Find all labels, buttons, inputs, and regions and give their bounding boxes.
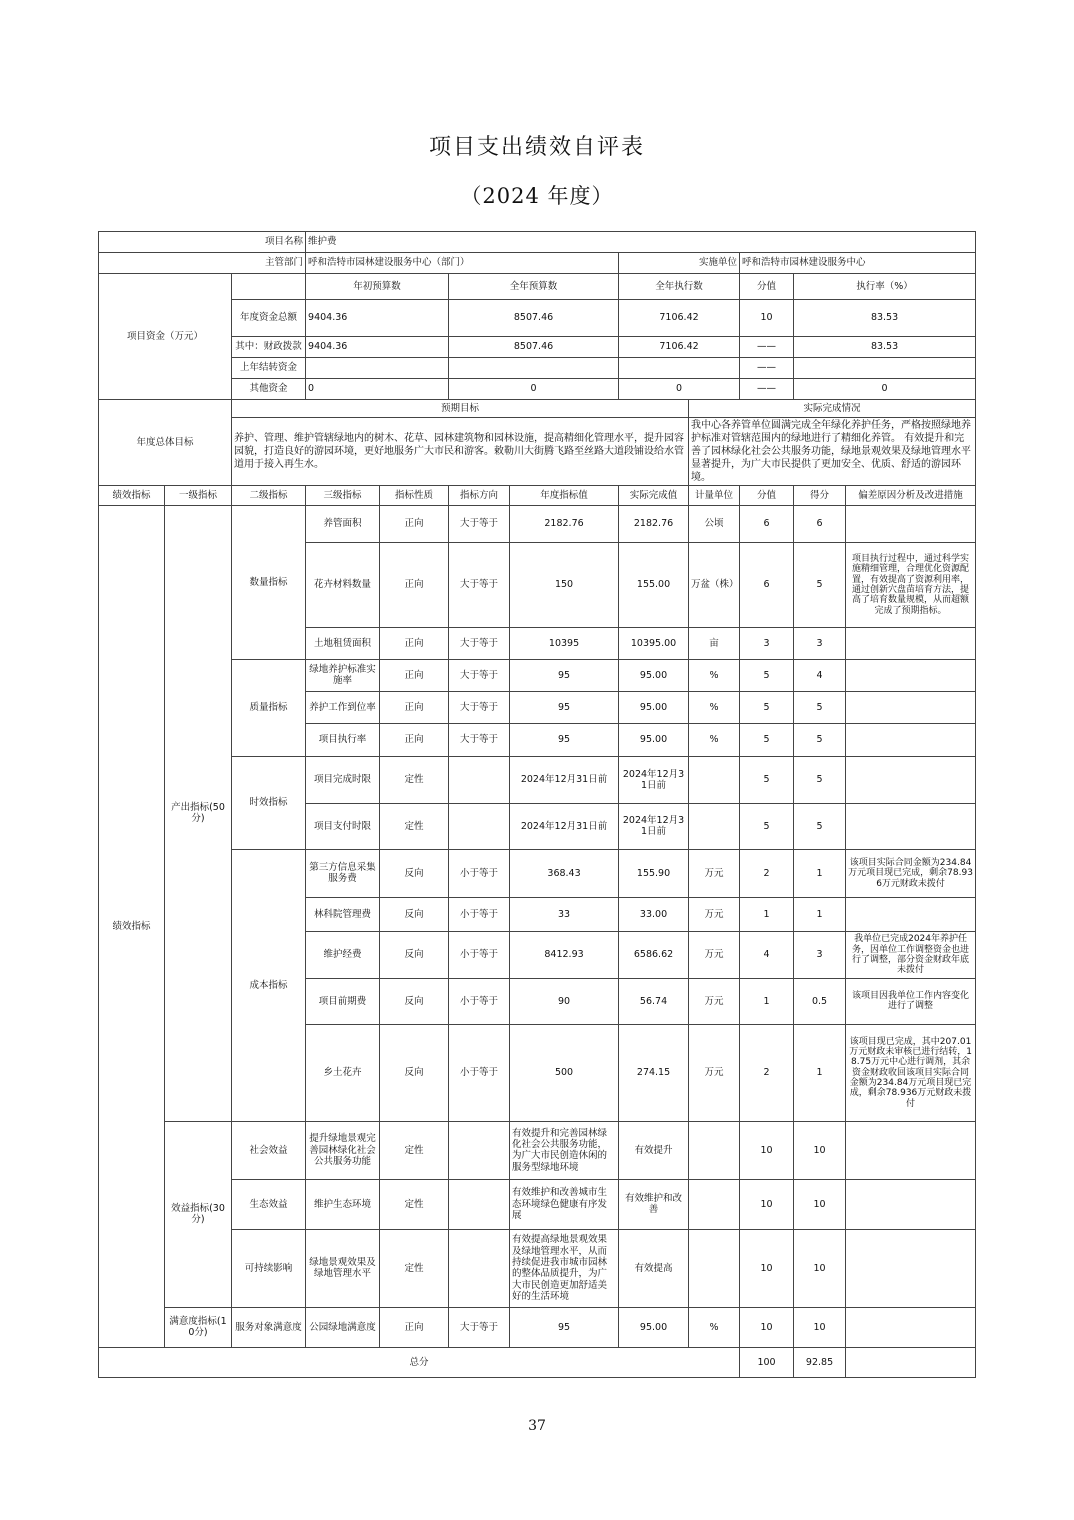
indicator-header-row xyxy=(99,485,976,505)
indicator-note: 项目执行过程中，通过科学实施精细管理，合理优化资源配置，有效提高了资源利用率，通过创新穴盘苗培育方法，提高了培育数量规模，从而超额完成了预期指标。 xyxy=(846,542,976,627)
indicator-name: 养护工作到位率 xyxy=(306,691,380,723)
indicator-target: 2182.76 xyxy=(510,505,619,542)
goals-label: 年度总体目标 xyxy=(99,399,232,485)
indicator-nature: 正向 xyxy=(380,505,449,542)
indicator-direction: 小于等于 xyxy=(449,978,510,1024)
indicator-col-header: 一级指标 xyxy=(165,485,232,505)
indicator-unit: % xyxy=(689,723,740,756)
total-label: 总分 xyxy=(99,1347,740,1377)
indicator-unit: % xyxy=(689,1307,740,1347)
expected-goal-text: 养护、管理、维护管辖绿地内的树木、花草、园林建筑物和园林设施，提高精细化管理水平，提升园容园貌，打造良好的游园环境，更好地服务广大市民和游客。敕勒川大街腾飞路至丝路大道段铺设给水管道用于接入再生水。 xyxy=(232,417,689,485)
funds-cell: 9404.36 xyxy=(306,336,449,357)
indicator-nature: 正向 xyxy=(380,723,449,756)
indicator-note xyxy=(846,659,976,691)
funds-col-header: 执行率（%） xyxy=(794,274,976,300)
category-quality: 质量指标 xyxy=(232,659,306,756)
indicator-score: 10 xyxy=(740,1229,794,1307)
indicator-target: 33 xyxy=(510,897,619,931)
indicator-note xyxy=(846,1121,976,1179)
indicator-col-header: 指标性质 xyxy=(380,485,449,505)
funds-cell: 7106.42 xyxy=(619,336,740,357)
indicator-nature: 定性 xyxy=(380,1121,449,1179)
funds-cell: 0 xyxy=(306,378,449,399)
indicator-direction: 大于等于 xyxy=(449,542,510,627)
indicator-nature: 定性 xyxy=(380,1229,449,1307)
project-name-label: 项目名称 xyxy=(99,232,306,253)
indicator-actual: 95.00 xyxy=(619,691,689,723)
indicator-direction: 小于等于 xyxy=(449,1024,510,1121)
indicator-actual: 33.00 xyxy=(619,897,689,931)
output-indicator-label: 产出指标(50分) xyxy=(165,505,232,1121)
indicator-target: 368.43 xyxy=(510,849,619,897)
indicator-target: 95 xyxy=(510,1307,619,1347)
funds-cell: 0 xyxy=(619,378,740,399)
funds-col-header: 全年预算数 xyxy=(449,274,619,300)
indicator-actual: 2024年12月31日前 xyxy=(619,756,689,803)
indicator-target: 有效提升和完善园林绿化社会公共服务功能，为广大市民创造休闲的服务型绿地环境 xyxy=(510,1121,619,1179)
satisfaction-indicator-label: 满意度指标(10分) xyxy=(165,1307,232,1347)
indicator-direction: 大于等于 xyxy=(449,505,510,542)
indicator-score: 10 xyxy=(740,1179,794,1229)
category-social: 社会效益 xyxy=(232,1121,306,1179)
indicator-unit: 亩 xyxy=(689,627,740,659)
indicator-actual: 2182.76 xyxy=(619,505,689,542)
indicator-col-header: 指标方向 xyxy=(449,485,510,505)
indicator-got: 5 xyxy=(794,723,846,756)
indicator-score: 5 xyxy=(740,756,794,803)
funds-header-row xyxy=(99,274,976,300)
indicator-row xyxy=(99,1307,976,1347)
funds-col-header: 全年执行数 xyxy=(619,274,740,300)
indicator-col-header: 实际完成值 xyxy=(619,485,689,505)
indicator-actual: 95.00 xyxy=(619,659,689,691)
indicator-note xyxy=(846,627,976,659)
funds-row-name: 年度资金总额 xyxy=(232,299,306,336)
project-name-value: 维护费 xyxy=(306,232,976,253)
indicator-unit xyxy=(689,803,740,849)
indicator-nature: 反向 xyxy=(380,978,449,1024)
indicator-name: 养管面积 xyxy=(306,505,380,542)
indicator-direction: 大于等于 xyxy=(449,627,510,659)
total-score: 100 xyxy=(740,1347,794,1377)
indicator-score: 2 xyxy=(740,849,794,897)
goals-header-row xyxy=(99,399,976,417)
indicator-score: 6 xyxy=(740,542,794,627)
funds-cell: 8507.46 xyxy=(449,336,619,357)
indicator-score: 10 xyxy=(740,1121,794,1179)
indicator-score: 6 xyxy=(740,505,794,542)
indicator-score: 5 xyxy=(740,659,794,691)
indicator-target: 150 xyxy=(510,542,619,627)
category-sustainable: 可持续影响 xyxy=(232,1229,306,1307)
indicator-name: 项目完成时限 xyxy=(306,756,380,803)
indicator-unit: % xyxy=(689,659,740,691)
indicator-name: 提升绿地景观完善园林绿化社会公共服务功能 xyxy=(306,1121,380,1179)
page-title: 项目支出绩效自评表 xyxy=(428,135,645,160)
impl-unit-label: 实施单位 xyxy=(619,253,740,274)
indicator-got: 4 xyxy=(794,659,846,691)
indicator-name: 绿地景观效果及绿地管理水平 xyxy=(306,1229,380,1307)
indicator-got: 5 xyxy=(794,691,846,723)
indicator-actual: 155.00 xyxy=(619,542,689,627)
indicator-note xyxy=(846,723,976,756)
funds-cell: 8507.46 xyxy=(449,299,619,336)
indicator-actual: 6586.62 xyxy=(619,931,689,978)
indicator-direction xyxy=(449,756,510,803)
funds-cell xyxy=(306,357,449,378)
indicator-unit: % xyxy=(689,691,740,723)
indicator-note xyxy=(846,1229,976,1307)
indicator-direction: 大于等于 xyxy=(449,723,510,756)
indicator-name: 项目前期费 xyxy=(306,978,380,1024)
indicator-target: 有效提高绿地景观效果及绿地管理水平，从而持续促进我市城市园林的整体品质提升，为广大市民创造更加舒适美好的生活环境 xyxy=(510,1229,619,1307)
indicator-note: 该项目因我单位工作内容变化进行了调整 xyxy=(846,978,976,1024)
indicator-actual: 95.00 xyxy=(619,1307,689,1347)
benefit-indicator-label: 效益指标(30分) xyxy=(165,1121,232,1307)
funds-cell: 9404.36 xyxy=(306,299,449,336)
indicator-target: 10395 xyxy=(510,627,619,659)
indicator-row xyxy=(99,1121,976,1179)
indicator-col-header: 偏差原因分析及改进措施 xyxy=(846,485,976,505)
indicator-name: 林科院管理费 xyxy=(306,897,380,931)
funds-label: 项目资金（万元） xyxy=(99,274,232,400)
indicator-unit: 万元 xyxy=(689,1024,740,1121)
indicator-actual: 56.74 xyxy=(619,978,689,1024)
indicator-name: 乡土花卉 xyxy=(306,1024,380,1121)
indicator-note xyxy=(846,803,976,849)
total-row xyxy=(99,1347,976,1377)
indicator-col-header: 分值 xyxy=(740,485,794,505)
indicator-got: 3 xyxy=(794,627,846,659)
indicator-unit: 万盆（株） xyxy=(689,542,740,627)
indicator-unit: 万元 xyxy=(689,931,740,978)
indicator-row xyxy=(99,505,976,542)
indicator-nature: 正向 xyxy=(380,691,449,723)
indicator-score: 5 xyxy=(740,803,794,849)
funds-col-header: 年初预算数 xyxy=(306,274,449,300)
expected-goal-label: 预期目标 xyxy=(232,399,689,417)
funds-cell xyxy=(619,357,740,378)
indicator-note xyxy=(846,897,976,931)
indicator-target: 90 xyxy=(510,978,619,1024)
indicator-nature: 定性 xyxy=(380,803,449,849)
indicator-note xyxy=(846,1307,976,1347)
funds-cell: —— xyxy=(740,336,794,357)
category-cost: 成本指标 xyxy=(232,849,306,1121)
indicator-nature: 正向 xyxy=(380,1307,449,1347)
indicator-got: 1 xyxy=(794,897,846,931)
indicator-direction xyxy=(449,1121,510,1179)
indicator-target: 500 xyxy=(510,1024,619,1121)
perf-indicator-label: 绩效指标 xyxy=(99,505,165,1347)
indicator-actual: 10395.00 xyxy=(619,627,689,659)
indicator-actual: 95.00 xyxy=(619,723,689,756)
indicator-direction: 小于等于 xyxy=(449,931,510,978)
indicator-target: 有效维护和改善城市生态环境绿色健康有序发展 xyxy=(510,1179,619,1229)
indicator-got: 10 xyxy=(794,1179,846,1229)
category-timeliness: 时效指标 xyxy=(232,756,306,849)
indicator-target: 95 xyxy=(510,723,619,756)
indicator-note xyxy=(846,691,976,723)
category-ecological: 生态效益 xyxy=(232,1179,306,1229)
indicator-target: 95 xyxy=(510,691,619,723)
indicator-direction xyxy=(449,1179,510,1229)
funds-cell: 83.53 xyxy=(794,336,976,357)
evaluation-table xyxy=(98,231,976,1378)
indicator-got: 1 xyxy=(794,849,846,897)
funds-cell: 83.53 xyxy=(794,299,976,336)
indicator-nature: 正向 xyxy=(380,627,449,659)
indicator-col-header: 二级指标 xyxy=(232,485,306,505)
page-number: 37 xyxy=(528,1418,546,1434)
funds-row-name: 上年结转资金 xyxy=(232,357,306,378)
indicator-col-header: 得分 xyxy=(794,485,846,505)
indicator-actual: 274.15 xyxy=(619,1024,689,1121)
indicator-score: 2 xyxy=(740,1024,794,1121)
indicator-got: 10 xyxy=(794,1229,846,1307)
indicator-actual: 155.90 xyxy=(619,849,689,897)
indicator-nature: 定性 xyxy=(380,756,449,803)
indicator-score: 3 xyxy=(740,627,794,659)
total-note xyxy=(846,1347,976,1377)
indicator-direction xyxy=(449,803,510,849)
indicator-direction: 大于等于 xyxy=(449,659,510,691)
indicator-col-header: 三级指标 xyxy=(306,485,380,505)
indicator-got: 10 xyxy=(794,1307,846,1347)
page-subtitle: （2024 年度） xyxy=(460,184,614,208)
indicator-name: 维护经费 xyxy=(306,931,380,978)
indicator-name: 第三方信息采集服务费 xyxy=(306,849,380,897)
funds-cell: 10 xyxy=(740,299,794,336)
indicator-note: 该项目现已完成，其中207.01万元财政未审核已进行结转，18.75万元中心进行调剂，其余资金财政收回该项目实际合同金额为234.84万元项目现已完成，剩余78.936万元财政未拨付 xyxy=(846,1024,976,1121)
funds-cell: 7106.42 xyxy=(619,299,740,336)
indicator-got: 6 xyxy=(794,505,846,542)
indicator-target: 2024年12月31日前 xyxy=(510,803,619,849)
indicator-col-header: 绩效指标 xyxy=(99,485,165,505)
indicator-score: 1 xyxy=(740,897,794,931)
indicator-actual: 2024年12月31日前 xyxy=(619,803,689,849)
funds-row-name: 其中：财政拨款 xyxy=(232,336,306,357)
project-name-row xyxy=(99,232,976,253)
indicator-name: 项目支付时限 xyxy=(306,803,380,849)
funds-cell xyxy=(449,357,619,378)
indicator-unit: 万元 xyxy=(689,978,740,1024)
indicator-score: 5 xyxy=(740,723,794,756)
impl-unit-value: 呼和浩特市园林建设服务中心 xyxy=(740,253,976,274)
indicator-nature: 反向 xyxy=(380,931,449,978)
indicator-direction: 大于等于 xyxy=(449,1307,510,1347)
indicator-unit xyxy=(689,1121,740,1179)
total-got: 92.85 xyxy=(794,1347,846,1377)
indicator-note: 我单位已完成2024年养护任务，因单位工作调整资金也进行了调整，部分资金财政年底未拨付 xyxy=(846,931,976,978)
indicator-actual: 有效维护和改善 xyxy=(619,1179,689,1229)
indicator-nature: 正向 xyxy=(380,542,449,627)
indicator-score: 5 xyxy=(740,691,794,723)
funds-col-header: 分值 xyxy=(740,274,794,300)
indicator-got: 10 xyxy=(794,1121,846,1179)
actual-goal-label: 实际完成情况 xyxy=(689,399,976,417)
indicator-note xyxy=(846,505,976,542)
dept-label: 主管部门 xyxy=(99,253,306,274)
funds-cell: 0 xyxy=(449,378,619,399)
indicator-got: 1 xyxy=(794,1024,846,1121)
indicator-direction: 小于等于 xyxy=(449,897,510,931)
indicator-actual: 有效提高 xyxy=(619,1229,689,1307)
indicator-got: 0.5 xyxy=(794,978,846,1024)
indicator-got: 3 xyxy=(794,931,846,978)
indicator-note xyxy=(846,756,976,803)
indicator-direction xyxy=(449,1229,510,1307)
category-service: 服务对象满意度 xyxy=(232,1307,306,1347)
funds-cell: —— xyxy=(740,357,794,378)
indicator-got: 5 xyxy=(794,803,846,849)
indicator-name: 维护生态环境 xyxy=(306,1179,380,1229)
indicator-nature: 反向 xyxy=(380,897,449,931)
indicator-got: 5 xyxy=(794,756,846,803)
funds-blank-cell xyxy=(232,274,306,300)
indicator-unit xyxy=(689,756,740,803)
indicator-col-header: 年度指标值 xyxy=(510,485,619,505)
indicator-target: 95 xyxy=(510,659,619,691)
indicator-unit: 公顷 xyxy=(689,505,740,542)
indicator-nature: 正向 xyxy=(380,659,449,691)
indicator-got: 5 xyxy=(794,542,846,627)
indicator-nature: 反向 xyxy=(380,849,449,897)
indicator-note: 该项目实际合同金额为234.84万元项目现已完成，剩余78.936万元财政未拨付 xyxy=(846,849,976,897)
funds-row-name: 其他资金 xyxy=(232,378,306,399)
indicator-nature: 定性 xyxy=(380,1179,449,1229)
indicator-unit: 万元 xyxy=(689,897,740,931)
indicator-score: 10 xyxy=(740,1307,794,1347)
indicator-target: 8412.93 xyxy=(510,931,619,978)
indicator-score: 4 xyxy=(740,931,794,978)
indicator-score: 1 xyxy=(740,978,794,1024)
indicator-actual: 有效提升 xyxy=(619,1121,689,1179)
category-quantity: 数量指标 xyxy=(232,505,306,659)
indicator-name: 花卉材料数量 xyxy=(306,542,380,627)
indicator-name: 绿地养护标准实施率 xyxy=(306,659,380,691)
indicator-nature: 反向 xyxy=(380,1024,449,1121)
indicator-name: 土地租赁面积 xyxy=(306,627,380,659)
dept-value: 呼和浩特市园林建设服务中心（部门） xyxy=(306,253,619,274)
funds-cell: 0 xyxy=(794,378,976,399)
indicator-target: 2024年12月31日前 xyxy=(510,756,619,803)
indicator-unit xyxy=(689,1229,740,1307)
indicator-direction: 小于等于 xyxy=(449,849,510,897)
funds-cell xyxy=(794,357,976,378)
indicator-direction: 大于等于 xyxy=(449,691,510,723)
funds-cell: —— xyxy=(740,378,794,399)
indicator-unit xyxy=(689,1179,740,1229)
indicator-name: 公园绿地满意度 xyxy=(306,1307,380,1347)
indicator-unit: 万元 xyxy=(689,849,740,897)
department-row xyxy=(99,253,976,274)
indicator-col-header: 计量单位 xyxy=(689,485,740,505)
indicator-name: 项目执行率 xyxy=(306,723,380,756)
actual-goal-text: 我中心各养管单位圆满完成全年绿化养护任务，严格按照绿地养护标准对管辖范围内的绿地进行了精细化养管。 有效提升和完善了园林绿化社会公共服务功能，绿地景观效果及绿地管理水平显著提升，为广大市民提供了更加安全、优质、舒适的游园环境。 xyxy=(689,417,976,485)
indicator-note xyxy=(846,1179,976,1229)
